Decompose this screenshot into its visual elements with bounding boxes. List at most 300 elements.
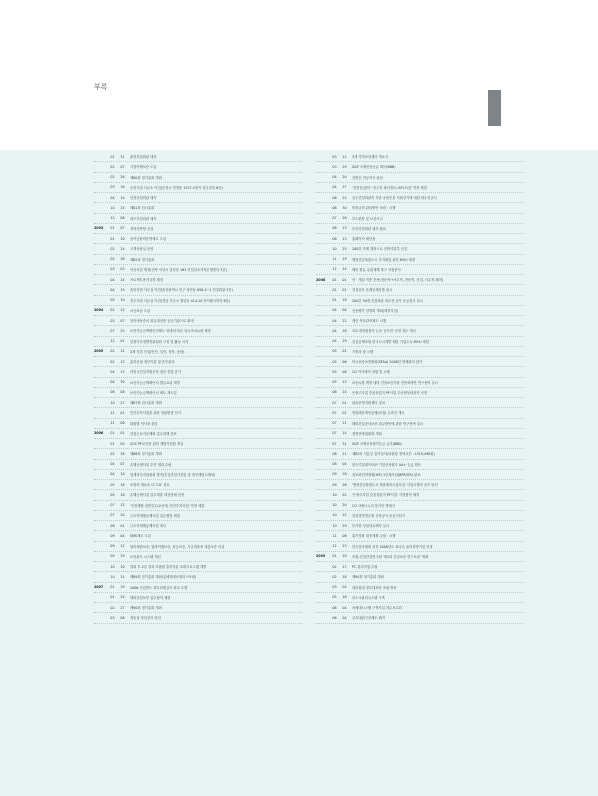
timeline-event: 제80회 정기총회 개최 bbox=[130, 175, 162, 180]
timeline-day: 12 bbox=[120, 308, 125, 313]
timeline-day: 13 bbox=[342, 380, 347, 385]
timeline-event: 제94회 정기총회 개최 bbox=[352, 575, 384, 580]
timeline-month: 09 bbox=[110, 554, 115, 559]
timeline-month: 10 bbox=[110, 574, 115, 579]
timeline-row bbox=[316, 593, 524, 603]
timeline-event: 밀워 후 2년 경과 조합원 출자지분 조회프로그램 개발 bbox=[130, 565, 207, 570]
timeline-month: 02 bbox=[110, 308, 115, 313]
timeline-month: 04 bbox=[332, 318, 337, 323]
timeline-event: 중장기조정발전위원회 구성 및 활동 시작 bbox=[130, 339, 189, 344]
timeline-row bbox=[316, 572, 524, 582]
timeline-row bbox=[94, 429, 302, 439]
timeline-event: 신 · 개설 직종 운용(전문직→사무직, 전문직, 신설, 사무직 폐지) bbox=[352, 278, 444, 283]
timeline-row bbox=[316, 173, 524, 183]
timeline-event: 제82회 정기총회 bbox=[130, 257, 155, 262]
timeline-day: 25 bbox=[342, 246, 347, 251]
timeline-day: 30 bbox=[120, 564, 125, 569]
timeline-row bbox=[94, 593, 302, 603]
timeline-event: 유자대위구상제도 폐지 bbox=[352, 616, 385, 621]
timeline-row bbox=[316, 367, 524, 377]
timeline-year: 2009 bbox=[316, 554, 326, 559]
timeline-month: 02 bbox=[110, 451, 115, 456]
timeline-month: 04 bbox=[110, 369, 115, 374]
timeline-day: 30 bbox=[120, 236, 125, 241]
timeline-day: 18 bbox=[342, 574, 347, 579]
timeline-month: 04 bbox=[110, 462, 115, 467]
timeline-event: 해안 원유 유출재해 복구 자원봉사 bbox=[352, 267, 401, 272]
timeline-day: 22 bbox=[342, 513, 347, 518]
timeline-month: 11 bbox=[110, 410, 115, 415]
timeline-day: 12 bbox=[120, 544, 125, 549]
timeline-event: 4개 지점 신설(안산, 일산, 성북, 동탄) bbox=[130, 349, 185, 354]
timeline-event: 인천건설회관 매각 bbox=[130, 196, 157, 201]
timeline-year: 2006 bbox=[94, 431, 104, 436]
timeline-month: 12 bbox=[332, 267, 337, 272]
timeline-month: 01 bbox=[110, 226, 115, 231]
timeline-day: 14 bbox=[342, 431, 347, 436]
timeline-day: 27 bbox=[120, 605, 125, 610]
timeline-day: 01 bbox=[342, 349, 347, 354]
timeline-day: 04 bbox=[342, 462, 347, 467]
timeline-row bbox=[94, 388, 302, 398]
timeline-month: 05 bbox=[110, 298, 115, 303]
timeline-day: 16 bbox=[342, 472, 347, 477]
timeline-row bbox=[316, 388, 524, 398]
timeline-day: 02 bbox=[342, 492, 347, 497]
timeline-day: 29 bbox=[120, 595, 125, 600]
timeline-month: 01 bbox=[332, 287, 337, 292]
timeline-month: 07 bbox=[110, 328, 115, 333]
timeline-event: 건설경영연수원 증축공사 준공기념식 bbox=[352, 513, 406, 518]
timeline-day: 01 bbox=[120, 339, 125, 344]
timeline-day: 15 bbox=[120, 359, 125, 364]
timeline-day: 01 bbox=[342, 287, 347, 292]
timeline-day: 19 bbox=[342, 257, 347, 262]
timeline-row bbox=[94, 265, 302, 275]
timeline-event: 울산지점 사무실 이전(울산광역시 중구 성안동 658-4~1 건설회관 3층) bbox=[130, 288, 233, 293]
timeline-day: 30 bbox=[342, 205, 347, 210]
timeline-row bbox=[94, 316, 302, 326]
timeline-row bbox=[94, 306, 302, 316]
timeline-left-column bbox=[94, 152, 302, 624]
timeline-row bbox=[94, 152, 302, 162]
timeline-event: 제83차 지분공 총자상사(의원장 정혁교부 : L319,490원) bbox=[352, 452, 435, 457]
timeline-month: 01 bbox=[110, 595, 115, 600]
timeline-month: 02 bbox=[332, 574, 337, 579]
timeline-day: 31 bbox=[342, 441, 347, 446]
timeline-event: 미국보증보험협회(SFAA) 2008년 연례회의 참가 bbox=[352, 360, 423, 365]
timeline-event: S&P 국제신용등급 획득(BBB) bbox=[352, 165, 396, 170]
timeline-month: 10 bbox=[110, 400, 115, 405]
timeline-day: 29 bbox=[342, 164, 347, 169]
timeline-event: 고객상담실 운영 bbox=[130, 247, 154, 252]
timeline-month: 09 bbox=[332, 472, 337, 477]
timeline-event: 감면송 전무이사 취임 bbox=[352, 175, 383, 180]
timeline-event: 용자금탄력운영체도 도입 bbox=[130, 237, 167, 242]
timeline-day: 20 bbox=[342, 175, 347, 180]
timeline-day: 13 bbox=[342, 226, 347, 231]
timeline-row bbox=[94, 572, 302, 582]
timeline-event: 200건 직제 계정으로 전략사업부 신설 bbox=[352, 247, 408, 252]
timeline-event: 은광주사업 중심상업지 PF사업 우선협상대상자 선정 bbox=[352, 390, 427, 395]
timeline-month: 07 bbox=[332, 421, 337, 426]
timeline-event: CG 사랑나누리 봉사단 발대식 bbox=[352, 503, 396, 508]
timeline-day: 20 bbox=[120, 513, 125, 518]
timeline-month: 12 bbox=[110, 216, 115, 221]
timeline-day: 06 bbox=[342, 533, 347, 538]
timeline-event: 신용평가 설명회 개최(제경지점) bbox=[352, 308, 399, 313]
timeline-event: 리스크관리시스템 구축 bbox=[352, 595, 385, 600]
timeline-day: 28 bbox=[120, 451, 125, 456]
timeline-day: 04 bbox=[342, 308, 347, 313]
timeline-day: 08 bbox=[120, 390, 125, 395]
timeline-day: 07 bbox=[120, 226, 125, 231]
timeline-year: 2008 bbox=[316, 277, 326, 282]
timeline-month: 02 bbox=[110, 349, 115, 354]
timeline-day: 20 bbox=[342, 554, 347, 559]
timeline-event: 제81회 임시총회 bbox=[130, 206, 155, 211]
timeline-month: 08 bbox=[110, 390, 115, 395]
timeline-row bbox=[94, 347, 302, 357]
timeline-row bbox=[94, 408, 302, 418]
timeline-row bbox=[94, 285, 302, 295]
timeline-row bbox=[94, 511, 302, 521]
timeline-row bbox=[316, 152, 524, 162]
timeline-month: 01 bbox=[332, 277, 337, 282]
timeline-event: 해외건설보증 업무협약 체결 bbox=[130, 595, 171, 600]
timeline-row bbox=[94, 439, 302, 449]
timeline-event: 근로자재해공제사업 업무협정 체결 bbox=[130, 513, 180, 518]
timeline-event: 경영전략팀 신설 bbox=[130, 226, 154, 231]
timeline-day: 11 bbox=[342, 421, 347, 426]
timeline-day: 30 bbox=[120, 380, 125, 385]
timeline-day: 26 bbox=[120, 175, 125, 180]
timeline-row bbox=[94, 419, 302, 429]
timeline-day: 01 bbox=[120, 431, 125, 436]
timeline-day: 15 bbox=[120, 205, 125, 210]
timeline-event: 경영전략위원회 개최 bbox=[352, 431, 382, 436]
timeline-row bbox=[94, 552, 302, 562]
timeline-row bbox=[316, 449, 524, 459]
timeline-month: 06 bbox=[332, 195, 337, 200]
timeline-month: 07 bbox=[332, 216, 337, 221]
timeline-event: 부사항 사업상교재가 실시 bbox=[352, 524, 390, 529]
timeline-row bbox=[316, 480, 524, 490]
timeline-event: 영업배상책임공제(보험) 온라인 개시 bbox=[352, 411, 405, 416]
timeline-row bbox=[94, 449, 302, 459]
timeline-row bbox=[316, 562, 524, 572]
timeline-day: 29 bbox=[120, 554, 125, 559]
timeline-row bbox=[94, 224, 302, 234]
timeline-row bbox=[316, 285, 524, 295]
timeline-month: 08 bbox=[332, 451, 337, 456]
timeline-row bbox=[94, 357, 302, 367]
timeline-row bbox=[94, 203, 302, 213]
timeline-row bbox=[316, 521, 524, 531]
timeline-month: 07 bbox=[332, 410, 337, 415]
timeline-day: 01 bbox=[342, 400, 347, 405]
timeline-month: 02 bbox=[110, 175, 115, 180]
timeline-event: 3개 지역보상센터 개소식 bbox=[352, 155, 389, 160]
timeline-event: '인천계량 일반부두(2선석) 민간투자사업' 약정 체결 bbox=[130, 503, 205, 508]
timeline-event: 대구건설회관 매각 bbox=[130, 216, 157, 221]
timeline-day: 23 bbox=[342, 544, 347, 549]
timeline-event: 정동걸 상임감사 취임 bbox=[130, 616, 161, 621]
timeline-row bbox=[94, 255, 302, 265]
timeline-event: 정보화전략계획(ISP) 1단계사업(BPR/ITA) 완료 bbox=[352, 472, 421, 477]
timeline-event: 차세대시스템 구축사업 착수보고회 bbox=[352, 606, 402, 611]
timeline-day: 06 bbox=[120, 216, 125, 221]
timeline-row bbox=[316, 203, 524, 213]
timeline-event: 2006 사업연도 회부회계감사 최초 수행 bbox=[130, 585, 188, 590]
timeline-month: 08 bbox=[332, 462, 337, 467]
section-tab-marker bbox=[488, 90, 501, 126]
timeline-row bbox=[94, 337, 302, 347]
timeline-row bbox=[316, 265, 524, 275]
timeline-event: 한국감사협회 선정 2008년도 최우수 윤리경영기업 선정 bbox=[352, 544, 433, 549]
timeline-month: 07 bbox=[332, 431, 337, 436]
timeline-day: 04 bbox=[342, 605, 347, 610]
timeline-row bbox=[316, 613, 524, 623]
timeline-row bbox=[94, 183, 302, 193]
timeline-month: 10 bbox=[110, 205, 115, 210]
timeline-month: 08 bbox=[110, 523, 115, 528]
timeline-month: 05 bbox=[110, 482, 115, 487]
timeline-month: 05 bbox=[332, 595, 337, 600]
timeline-row bbox=[316, 429, 524, 439]
timeline-month: 01 bbox=[110, 236, 115, 241]
timeline-month: 12 bbox=[110, 339, 115, 344]
timeline-month: 05 bbox=[332, 359, 337, 364]
timeline-row bbox=[94, 490, 302, 500]
timeline-month: 04 bbox=[332, 339, 337, 344]
timeline-row bbox=[316, 419, 524, 429]
timeline-event: 보증가능금액확인서제도 안내에 따른 일시조치요령 제정 bbox=[130, 329, 211, 334]
timeline-month: 04 bbox=[110, 472, 115, 477]
timeline-year: 2007 bbox=[94, 585, 104, 590]
section-label: 부록 bbox=[94, 83, 108, 91]
timeline-day: 01 bbox=[342, 410, 347, 415]
timeline-month: 04 bbox=[332, 328, 337, 333]
timeline-event: 보증가능금액확인서 발급요령 제정 bbox=[130, 380, 180, 385]
timeline-row bbox=[94, 613, 302, 623]
timeline-day: 10 bbox=[120, 298, 125, 303]
timeline-event: 손해공제사업 업무재휴 대상법체 선정 bbox=[130, 493, 185, 498]
timeline-day: 01 bbox=[120, 410, 125, 415]
timeline-month: 03 bbox=[110, 318, 115, 323]
timeline-event: 제87회 임시총회 개최 bbox=[130, 401, 162, 406]
timeline-event: 사업이행보증 도입 bbox=[130, 165, 157, 170]
timeline-event: 한국기업데이터㈜ 기업신용평가 AA+ 등급 획득 bbox=[352, 462, 421, 467]
timeline-event: S&P 국제신용평가등급 유지(BBB) bbox=[352, 442, 402, 447]
timeline-row bbox=[94, 214, 302, 224]
timeline-day: 17 bbox=[342, 564, 347, 569]
timeline-month: 01 bbox=[110, 154, 115, 159]
timeline-event: 위치운영지원센터 설치 bbox=[352, 401, 385, 406]
timeline-event: 대의원대 정부대표단 조합 방문 bbox=[352, 585, 397, 590]
timeline-row bbox=[316, 224, 524, 234]
timeline-month: 04 bbox=[110, 195, 115, 200]
timeline-day: 13 bbox=[342, 236, 347, 241]
timeline-row bbox=[94, 296, 302, 306]
timeline-month: 09 bbox=[332, 482, 337, 487]
timeline-event: 춘천건설회관 매각 bbox=[130, 155, 157, 160]
timeline-event: '은광주사업 중심상업지 PF사업' 사업협약 체결 bbox=[352, 493, 420, 498]
timeline-row bbox=[94, 531, 302, 541]
timeline-row bbox=[316, 275, 524, 285]
timeline-event: 해외건설공사보증 취급방안에 관한 연구용역 실시 bbox=[352, 421, 424, 426]
timeline-month: 06 bbox=[332, 205, 337, 210]
timeline-day: 01 bbox=[120, 523, 125, 528]
timeline-month: 07 bbox=[110, 513, 115, 518]
timeline-row bbox=[316, 296, 524, 306]
timeline-day: 18 bbox=[120, 482, 125, 487]
timeline-month: 03 bbox=[110, 615, 115, 620]
timeline-month: 04 bbox=[332, 185, 337, 190]
timeline-month: 05 bbox=[332, 349, 337, 354]
timeline-row bbox=[316, 347, 524, 357]
timeline-month: 08 bbox=[332, 236, 337, 241]
timeline-day: 31 bbox=[120, 574, 125, 579]
timeline-day: 18 bbox=[120, 492, 125, 497]
timeline-row bbox=[94, 275, 302, 285]
timeline-row bbox=[316, 214, 524, 224]
timeline-event: CG 아카데미 설립 및 시행 bbox=[352, 370, 390, 375]
timeline-event: 공무건설회관의 각종 공용부문 지원상가에 대한 대수선공사 bbox=[352, 196, 437, 201]
timeline-month: 03 bbox=[332, 585, 337, 590]
timeline-day: 16 bbox=[342, 595, 347, 600]
timeline-month: 01 bbox=[332, 554, 337, 559]
timeline-month: 11 bbox=[110, 421, 115, 426]
timeline-month: 12 bbox=[332, 544, 337, 549]
timeline-day: 20 bbox=[342, 503, 347, 508]
timeline-day: 05 bbox=[120, 441, 125, 446]
timeline-month: 04 bbox=[110, 277, 115, 282]
timeline-month: 03 bbox=[110, 185, 115, 190]
timeline-month: 03 bbox=[110, 267, 115, 272]
timeline-month: 05 bbox=[332, 369, 337, 374]
timeline-event: 가정의 날 시행 bbox=[352, 349, 374, 354]
timeline-row bbox=[316, 183, 524, 193]
timeline-month: 02 bbox=[110, 359, 115, 364]
timeline-day: 29 bbox=[342, 339, 347, 344]
timeline-event: 부도편장 및 보증사고 bbox=[352, 216, 383, 221]
timeline-day: 10 bbox=[120, 195, 125, 200]
timeline-day: 06 bbox=[120, 421, 125, 426]
timeline-row bbox=[94, 326, 302, 336]
timeline-event: 계인 목표관리제도 시행 bbox=[352, 319, 386, 324]
timeline-day: 07 bbox=[120, 164, 125, 169]
timeline-day: 28 bbox=[120, 257, 125, 262]
timeline-row bbox=[316, 162, 524, 172]
timeline-month: 11 bbox=[332, 533, 337, 538]
timeline-row bbox=[94, 501, 302, 511]
timeline-event: '행정중심복합도시 복합체육시설사업' 사업시행자 공모 당선 bbox=[352, 483, 438, 488]
timeline-event: 제89회 정기총회 개최(입체재정보험리스포럼) bbox=[130, 575, 197, 580]
timeline-event: 보증가능금액확인서 제도 재도입 bbox=[130, 390, 177, 395]
timeline-row bbox=[94, 480, 302, 490]
timeline-month: 10 bbox=[332, 523, 337, 528]
timeline-year: 2003 bbox=[94, 226, 104, 231]
timeline-month: 01 bbox=[110, 441, 115, 446]
timeline-event: 건설근로자공제회 업무대행 종료 bbox=[130, 431, 177, 436]
timeline-day: 07 bbox=[120, 318, 125, 323]
timeline-month: 04 bbox=[110, 380, 115, 385]
timeline-event: 조합-건설산업연구원 '제1회 건설보증 연구포럼' 개최 bbox=[352, 554, 429, 559]
timeline-day: 07 bbox=[120, 462, 125, 467]
timeline-event: 근로자재해공제사업 개시 bbox=[130, 524, 167, 529]
timeline-event: 제88회 정기총회 개최 bbox=[130, 452, 162, 457]
timeline-month: 11 bbox=[332, 257, 337, 262]
timeline-row bbox=[316, 234, 524, 244]
timeline-event: '경전선(함안~진주간 복선철도) BTL사업' 약정 체결 bbox=[352, 185, 427, 190]
timeline-row bbox=[316, 583, 524, 593]
timeline-month: 10 bbox=[332, 246, 337, 251]
timeline-event: SOC PF보증을 위한 계발사업팀 개설 bbox=[130, 442, 184, 447]
timeline-month: 04 bbox=[332, 175, 337, 180]
page-header bbox=[0, 0, 598, 150]
timeline-day: 25 bbox=[120, 328, 125, 333]
timeline-row bbox=[94, 193, 302, 203]
timeline-row bbox=[316, 357, 524, 367]
timeline-row bbox=[316, 531, 524, 541]
timeline-row bbox=[94, 173, 302, 183]
timeline-day: 24 bbox=[120, 246, 125, 251]
timeline-row bbox=[94, 162, 302, 172]
timeline-row bbox=[316, 511, 524, 521]
timeline-month: 01 bbox=[110, 585, 115, 590]
timeline-day: 03 bbox=[120, 267, 125, 272]
timeline-day: 14 bbox=[120, 349, 125, 354]
timeline-event: 건설공사 손해공제상품 출시 bbox=[352, 288, 393, 293]
timeline-month: 08 bbox=[332, 226, 337, 231]
timeline-row bbox=[94, 378, 302, 388]
timeline-event: 보증시장 개방 대비 건설보증기관 전문화방안 연구용역 실시 bbox=[352, 380, 438, 385]
timeline-row bbox=[316, 255, 524, 265]
timeline-day: 04 bbox=[120, 533, 125, 538]
timeline-day: 22 bbox=[342, 195, 347, 200]
timeline-month: 04 bbox=[332, 308, 337, 313]
timeline-row bbox=[94, 244, 302, 254]
timeline-month: 07 bbox=[110, 503, 115, 508]
timeline-row bbox=[316, 326, 524, 336]
timeline-day: 22 bbox=[342, 318, 347, 323]
timeline-month: 10 bbox=[332, 513, 337, 518]
timeline-row bbox=[94, 398, 302, 408]
timeline-event: 200건 39개 건설회관 대수선 공사 준공검사 실시 bbox=[352, 298, 423, 303]
timeline-row bbox=[316, 460, 524, 470]
timeline-row bbox=[316, 439, 524, 449]
timeline-event: 프로젝트용자규정 제정 bbox=[130, 278, 163, 283]
timeline-month: 06 bbox=[332, 605, 337, 610]
timeline-month: 03 bbox=[332, 154, 337, 159]
timeline-day: 12 bbox=[120, 503, 125, 508]
timeline-month: 01 bbox=[332, 298, 337, 303]
timeline-event: 합의체결보증, 합의이행보증, 성능보증, 기금대출용 대출보증 신설 bbox=[130, 544, 225, 549]
timeline-event: 건설공제조합-한국도시개발 해운 기업도시 MOU 체결 bbox=[352, 339, 429, 344]
timeline-day: 06 bbox=[120, 615, 125, 620]
timeline-event: 위기상황 대응계획 수립 · 시행 bbox=[352, 534, 396, 539]
timeline-month: 09 bbox=[110, 544, 115, 549]
timeline-month: 07 bbox=[332, 400, 337, 405]
timeline-month: 02 bbox=[110, 164, 115, 169]
timeline-day: 01 bbox=[342, 277, 347, 282]
timeline-row bbox=[94, 542, 302, 552]
timeline-month: 05 bbox=[110, 492, 115, 497]
timeline-day: 19 bbox=[120, 585, 125, 590]
timeline-event: 총자증권 정부이관 및 운부관리 bbox=[130, 360, 175, 365]
timeline-event: 익산지점 계정(전북 익산시 갈산동 163 전일상호저축은행빌딩 3층) bbox=[130, 267, 227, 272]
